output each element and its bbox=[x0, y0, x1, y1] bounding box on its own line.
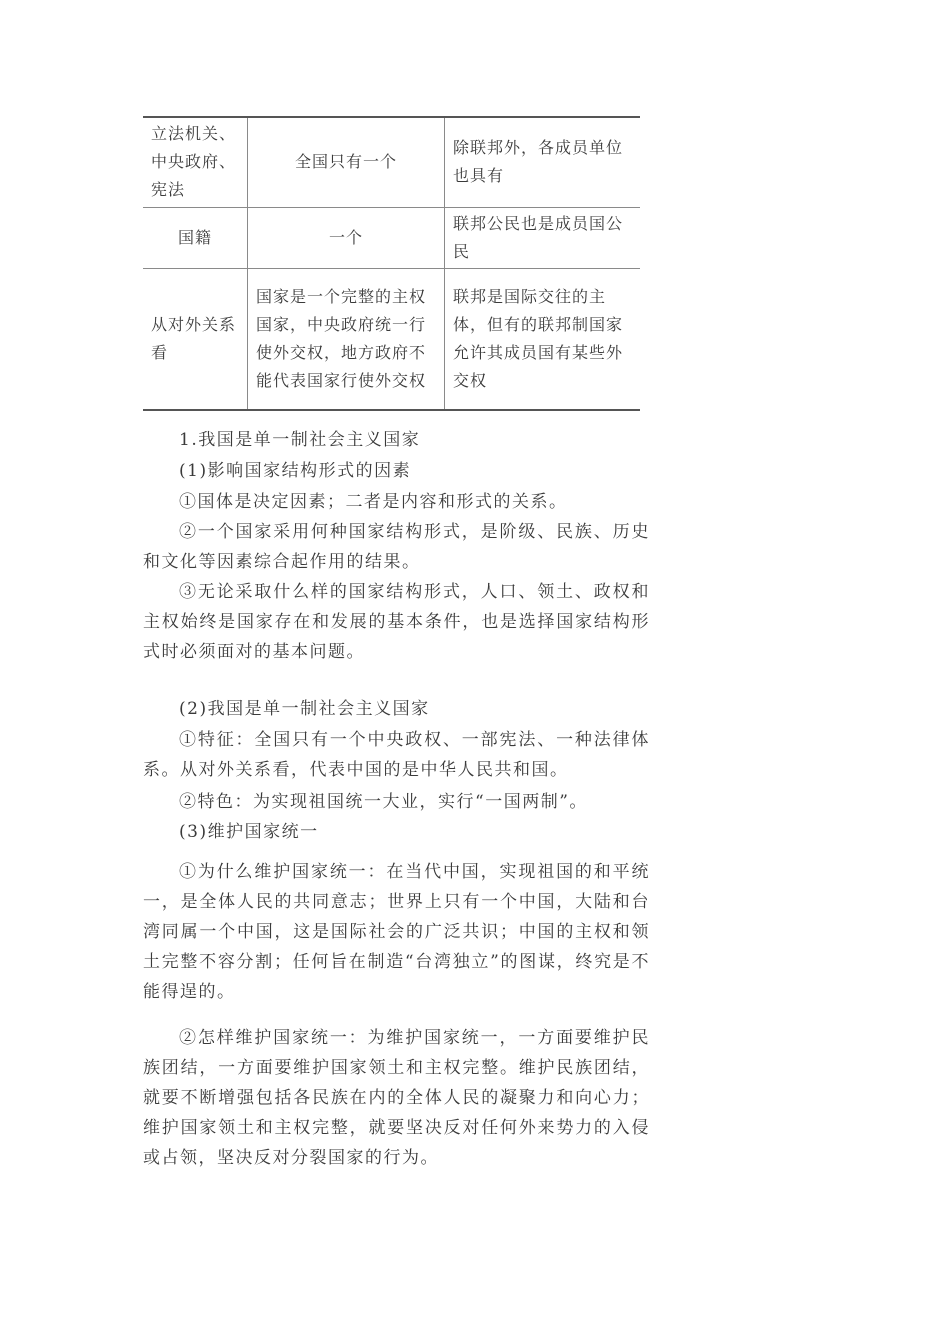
table-cell: 除联邦外，各成员单位也具有 bbox=[445, 117, 641, 207]
section-heading: 1.我国是单一制社会主义国家 bbox=[179, 430, 421, 450]
subsection-heading: (2)我国是单一制社会主义国家 bbox=[179, 699, 430, 719]
body-paragraph: ①国体是决定因素；二者是内容和形式的关系。 bbox=[179, 492, 568, 512]
table-cell: 国家是一个完整的主权国家，中央政府统一行使外交权，地方政府不能代表国家行使外交权 bbox=[248, 268, 445, 410]
table-row bbox=[143, 117, 640, 207]
table-cell: 从对外关系看 bbox=[143, 268, 248, 410]
table-row bbox=[143, 268, 640, 410]
table-cell: 一个 bbox=[248, 207, 445, 268]
comparison-table bbox=[143, 116, 640, 411]
body-paragraph: ①特征：全国只有一个中央政权、一部宪法、一种法律体系。从对外关系看，代表中国的是中华人民共和国。 bbox=[143, 730, 650, 780]
body-paragraph: ①为什么维护国家统一：在当代中国，实现祖国的和平统一，是全体人民的共同意志；世界上只有一个中国，大陆和台湾同属一个中国，这是国际社会的广泛共识；中国的主权和领土完整不容分割；任何旨在制造“台湾独立”的图谋，终究是不能得逞的。 bbox=[143, 862, 650, 1002]
body-paragraph: ③无论采取什么样的国家结构形式，人口、领土、政权和主权始终是国家存在和发展的基本条件，也是选择国家结构形式时必须面对的基本问题。 bbox=[143, 582, 650, 662]
table-cell: 联邦公民也是成员国公民 bbox=[445, 207, 641, 268]
table-cell: 全国只有一个 bbox=[248, 117, 445, 207]
table-row bbox=[143, 207, 640, 268]
table-cell: 联邦是国际交往的主体，但有的联邦制国家允许其成员国有某些外交权 bbox=[445, 268, 641, 410]
subsection-heading: (1)影响国家结构形式的因素 bbox=[179, 461, 412, 481]
body-paragraph: ②一个国家采用何种国家结构形式，是阶级、民族、历史和文化等因素综合起作用的结果。 bbox=[143, 522, 650, 572]
subsection-heading: (3)维护国家统一 bbox=[179, 822, 319, 842]
body-paragraph: ②怎样维护国家统一：为维护国家统一，一方面要维护民族团结，一方面要维护国家领土和主权完整。维护民族团结，就要不断增强包括各民族在内的全体人民的凝聚力和向心力；维护国家领土和主权完整，就要坚决反对任何外来势力的入侵或占领，坚决反对分裂国家的行为。 bbox=[143, 1028, 650, 1168]
table-cell: 立法机关、中央政府、宪法 bbox=[143, 117, 248, 207]
table-cell: 国籍 bbox=[143, 207, 248, 268]
body-paragraph: ②特色：为实现祖国统一大业，实行“一国两制”。 bbox=[179, 792, 588, 812]
